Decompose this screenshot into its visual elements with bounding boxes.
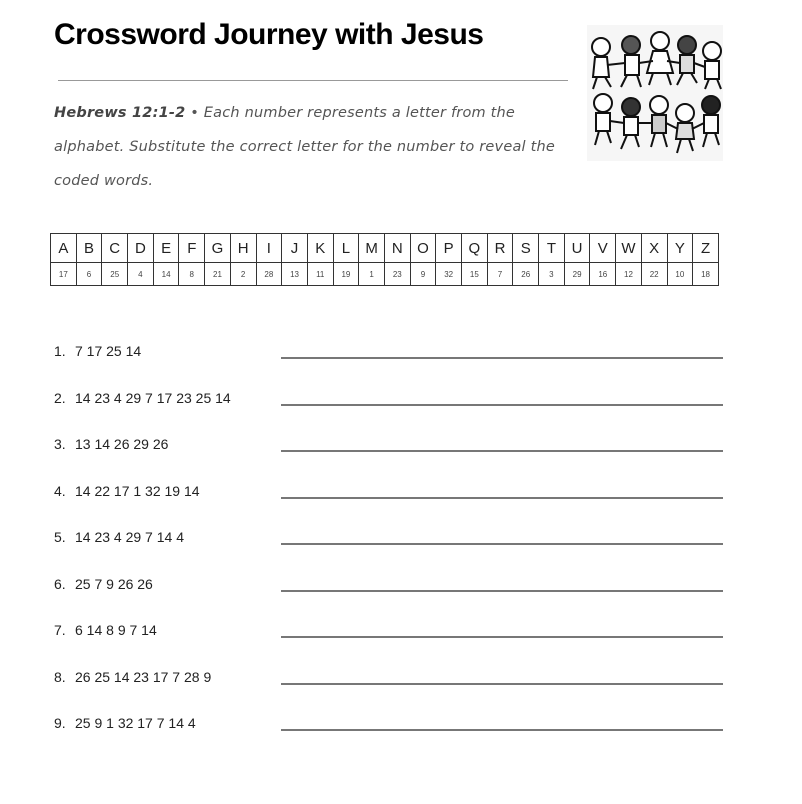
answer-line[interactable] (281, 636, 723, 638)
cipher-letter: Q (462, 234, 488, 263)
cipher-letter: U (564, 234, 590, 263)
cipher-letter: A (51, 234, 77, 263)
cipher-number: 4 (128, 263, 154, 286)
cipher-number: 11 (307, 263, 333, 286)
clue-number: 3. (54, 436, 66, 452)
cipher-number: 28 (256, 263, 282, 286)
cipher-number: 13 (282, 263, 308, 286)
cipher-number: 12 (616, 263, 642, 286)
clue-number: 2. (54, 389, 66, 406)
answer-line[interactable] (281, 543, 723, 545)
cipher-number: 9 (410, 263, 436, 286)
cipher-letter: G (205, 234, 231, 263)
cipher-letter: N (384, 234, 410, 263)
cipher-number: 18 (693, 263, 719, 286)
cipher-letter: R (487, 234, 513, 263)
clue-item (54, 619, 734, 666)
cipher-number: 29 (564, 263, 590, 286)
cipher-letter: V (590, 234, 616, 263)
cipher-number: 2 (230, 263, 256, 286)
separator: • (185, 105, 204, 121)
cipher-letter: M (359, 234, 385, 263)
cipher-number: 3 (539, 263, 565, 286)
cipher-letter: Y (667, 234, 693, 263)
clue-code: 14 23 4 29 7 17 23 25 14 (75, 389, 231, 406)
cipher-letter: X (641, 234, 667, 263)
answer-line[interactable] (281, 497, 723, 499)
cipher-letter: L (333, 234, 359, 263)
cipher-letters-row (51, 234, 719, 263)
scripture-reference: Hebrews 12:1-2 (54, 105, 186, 121)
clue-number: 8. (54, 668, 66, 685)
cipher-letter: E (153, 234, 179, 263)
clue-item (54, 340, 734, 387)
instructions-text: Each number represents a letter from the alphabet. Substitute the correct letter for the number to reveal the coded words. (54, 105, 555, 189)
cipher-number: 1 (359, 263, 385, 286)
clue-number: 6. (54, 575, 66, 592)
children-illustration-icon (587, 25, 723, 161)
clue-code: 26 25 14 23 17 7 28 9 (75, 668, 212, 685)
cipher-letter: O (410, 234, 436, 263)
cipher-number: 26 (513, 263, 539, 286)
cipher-number: 16 (590, 263, 616, 286)
answer-line[interactable] (281, 590, 723, 592)
clue-item (54, 387, 734, 434)
cipher-letter: H (230, 234, 256, 263)
clue-item (54, 526, 734, 573)
answer-line[interactable] (281, 683, 723, 685)
clue-code: 14 23 4 29 7 14 4 (75, 529, 184, 545)
answer-line[interactable] (281, 357, 723, 359)
cipher-letter: F (179, 234, 205, 263)
cipher-letter: S (513, 234, 539, 263)
answer-line[interactable] (281, 450, 723, 452)
clue-number: 5. (54, 529, 66, 545)
cipher-number: 21 (205, 263, 231, 286)
cipher-number: 8 (179, 263, 205, 286)
clue-number: 4. (54, 482, 66, 499)
clue-item (54, 712, 734, 759)
instructions (54, 96, 574, 198)
cipher-number: 32 (436, 263, 462, 286)
cipher-number: 10 (667, 263, 693, 286)
cipher-number: 22 (641, 263, 667, 286)
cipher-number: 25 (102, 263, 128, 286)
title-divider (58, 80, 568, 81)
cipher-letter: T (539, 234, 565, 263)
children-holding-hands-illustration (587, 25, 723, 161)
answer-line[interactable] (281, 404, 723, 406)
cipher-number: 23 (384, 263, 410, 286)
cipher-number: 7 (487, 263, 513, 286)
clue-code: 25 9 1 32 17 7 14 4 (75, 715, 196, 731)
cipher-number: 14 (153, 263, 179, 286)
cipher-letter: K (307, 234, 333, 263)
clue-number: 7. (54, 622, 66, 638)
clue-item (54, 433, 734, 480)
cipher-letter: B (76, 234, 102, 263)
cipher-letter: W (616, 234, 642, 263)
clue-code: 7 17 25 14 (75, 343, 142, 359)
clue-code: 25 7 9 26 26 (75, 575, 153, 592)
cipher-numbers-row (51, 263, 719, 286)
cipher-number: 17 (51, 263, 77, 286)
answer-line[interactable] (281, 729, 723, 731)
clue-item (54, 666, 734, 713)
cipher-letter: Z (693, 234, 719, 263)
clue-item (54, 480, 734, 527)
clue-code: 14 22 17 1 32 19 14 (75, 482, 200, 499)
clue-number: 9. (54, 715, 66, 731)
clue-code: 13 14 26 29 26 (75, 436, 169, 452)
cipher-letter: D (128, 234, 154, 263)
cipher-table (50, 233, 719, 286)
cipher-letter: I (256, 234, 282, 263)
cipher-number: 15 (462, 263, 488, 286)
cipher-number: 19 (333, 263, 359, 286)
clue-number: 1. (54, 343, 66, 359)
cipher-letter: P (436, 234, 462, 263)
cipher-letter: J (282, 234, 308, 263)
clue-code: 6 14 8 9 7 14 (75, 622, 157, 638)
clue-list (54, 340, 734, 759)
page-title: Crossword Journey with Jesus (54, 18, 484, 51)
clue-item (54, 573, 734, 620)
cipher-number: 6 (76, 263, 102, 286)
cipher-letter: C (102, 234, 128, 263)
